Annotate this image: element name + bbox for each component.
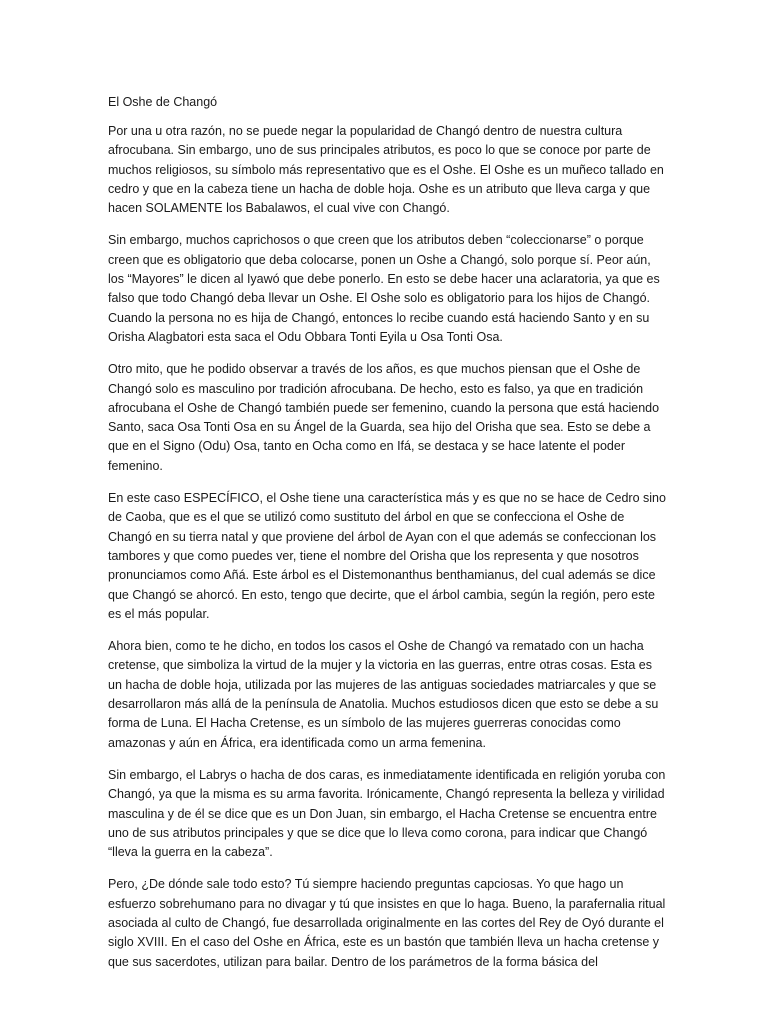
paragraph-6: Sin embargo, el Labrys o hacha de dos caras, es inmediatamente identificada en religión yoruba con Changó, ya que la misma es su arma favorita. Irónicamente, Changó representa la belleza y virilidad masculina y de él se dice que es un Don Juan, sin embargo, el Hacha Cretense se encuentra entre uno de sus atributos principales y que se dice que lo lleva como corona, para indicar que Changó “lleva la guerra en la cabeza”. [108, 767, 666, 860]
paragraph-1: Por una u otra razón, no se puede negar la popularidad de Changó dentro de nuestra cultura afrocubana. Sin embargo, uno de sus principales atributos, es poco lo que se conoce por parte de muchos religiosos, su símbolo más representativo que es el Oshe. El Oshe es un muñeco tallado en cedro y que en la cabeza tiene un hacha de doble hoja. Oshe es un atributo que lleva carga y que hacen SOLAMENTE los Babalawos, el cual vive con Changó. [108, 124, 664, 216]
paragraph-5: Ahora bien, como te he dicho, en todos los casos el Oshe de Changó va rematado con un hacha cretense, que simboliza la virtud de la mujer y la victoria en las guerras, entre otras cosas. Esta es un hacha de doble hoja, utilizada por las mujeres de las antiguas sociedades matriarcales y que se desarrollaron más allá de la península de Anatolia. Muchos estudiosos dicen que esto se debe a su forma de Luna. El Hacha Cretense, es un símbolo de las mujeres guerreras conocidas como amazonas y aún en África, era identificada como un arma femenina. [108, 639, 659, 750]
paragraph-3: Otro mito, que he podido observar a través de los años, es que muchos piensan que el Oshe de Changó solo es masculino por tradición afrocubana. De hecho, esto es falso, ya que en tradición afrocubana el Oshe de Changó también puede ser femenino, cuando la persona que está haciendo Santo, saca Osa Tonti Osa en su Ángel de la Guarda, sea hijo del Orisha que sea. Esto se debe a que en el Signo (Odu) Osa, tanto en Ocha como en Ifá, se destaca y se hace latente el poder femenino. [108, 362, 660, 473]
paragraph-2: Sin embargo, muchos caprichosos o que creen que los atributos deben “coleccionarse” o porque creen que es obligatorio que deba colocarse, ponen un Oshe a Changó, solo porque sí. Peor aún, los “Mayores” le dicen al Iyawó que debe ponerlo. En esto se debe hacer una aclaratoria, ya que es falso que todo Changó deba llevar un Oshe. El Oshe solo es obligatorio para los hijos de Changó. Cuando la persona no es hija de Changó, entonces lo recibe cuando está haciendo Santo y en su Orisha Alagbatori esta saca el Odu Obbara Tonti Eyila u Osa Tonti Osa. [108, 233, 660, 344]
paragraph-7: Pero, ¿De dónde sale todo esto? Tú siempre haciendo preguntas capciosas. Yo que hago un esfuerzo sobrehumano para no divagar y tú que insistes en que lo haga. Bueno, la parafernalia ritual asociada al culto de Changó, fue desarrollada originalmente en las cortes del Rey de Oyó durante el siglo XVIII. En el caso del Oshe en África, este es un bastón que también lleva un hacha cretense y que sus sacerdotes, utilizan para bailar. Dentro de los parámetros de la forma básica del [108, 877, 666, 969]
document-title: El Oshe de Changó [108, 95, 218, 109]
paragraph-4: En este caso ESPECÍFICO, el Oshe tiene una característica más y es que no se hace de Cedro sino de Caoba, que es el que se utilizó como sustituto del árbol en que se confecciona el Oshe de Changó en su tierra natal y que proviene del árbol de Ayan con el que además se confeccionan los tambores y que como puedes ver, tiene el nombre del Orisha que los representa y que nosotros pronunciamos como Añá. Este árbol es el Distemonanthus benthamianus, del cual además se dice que Changó se ahorcó. En esto, tengo que decirte, que el árbol cambia, según la región, pero este es el más popular. [108, 491, 666, 621]
